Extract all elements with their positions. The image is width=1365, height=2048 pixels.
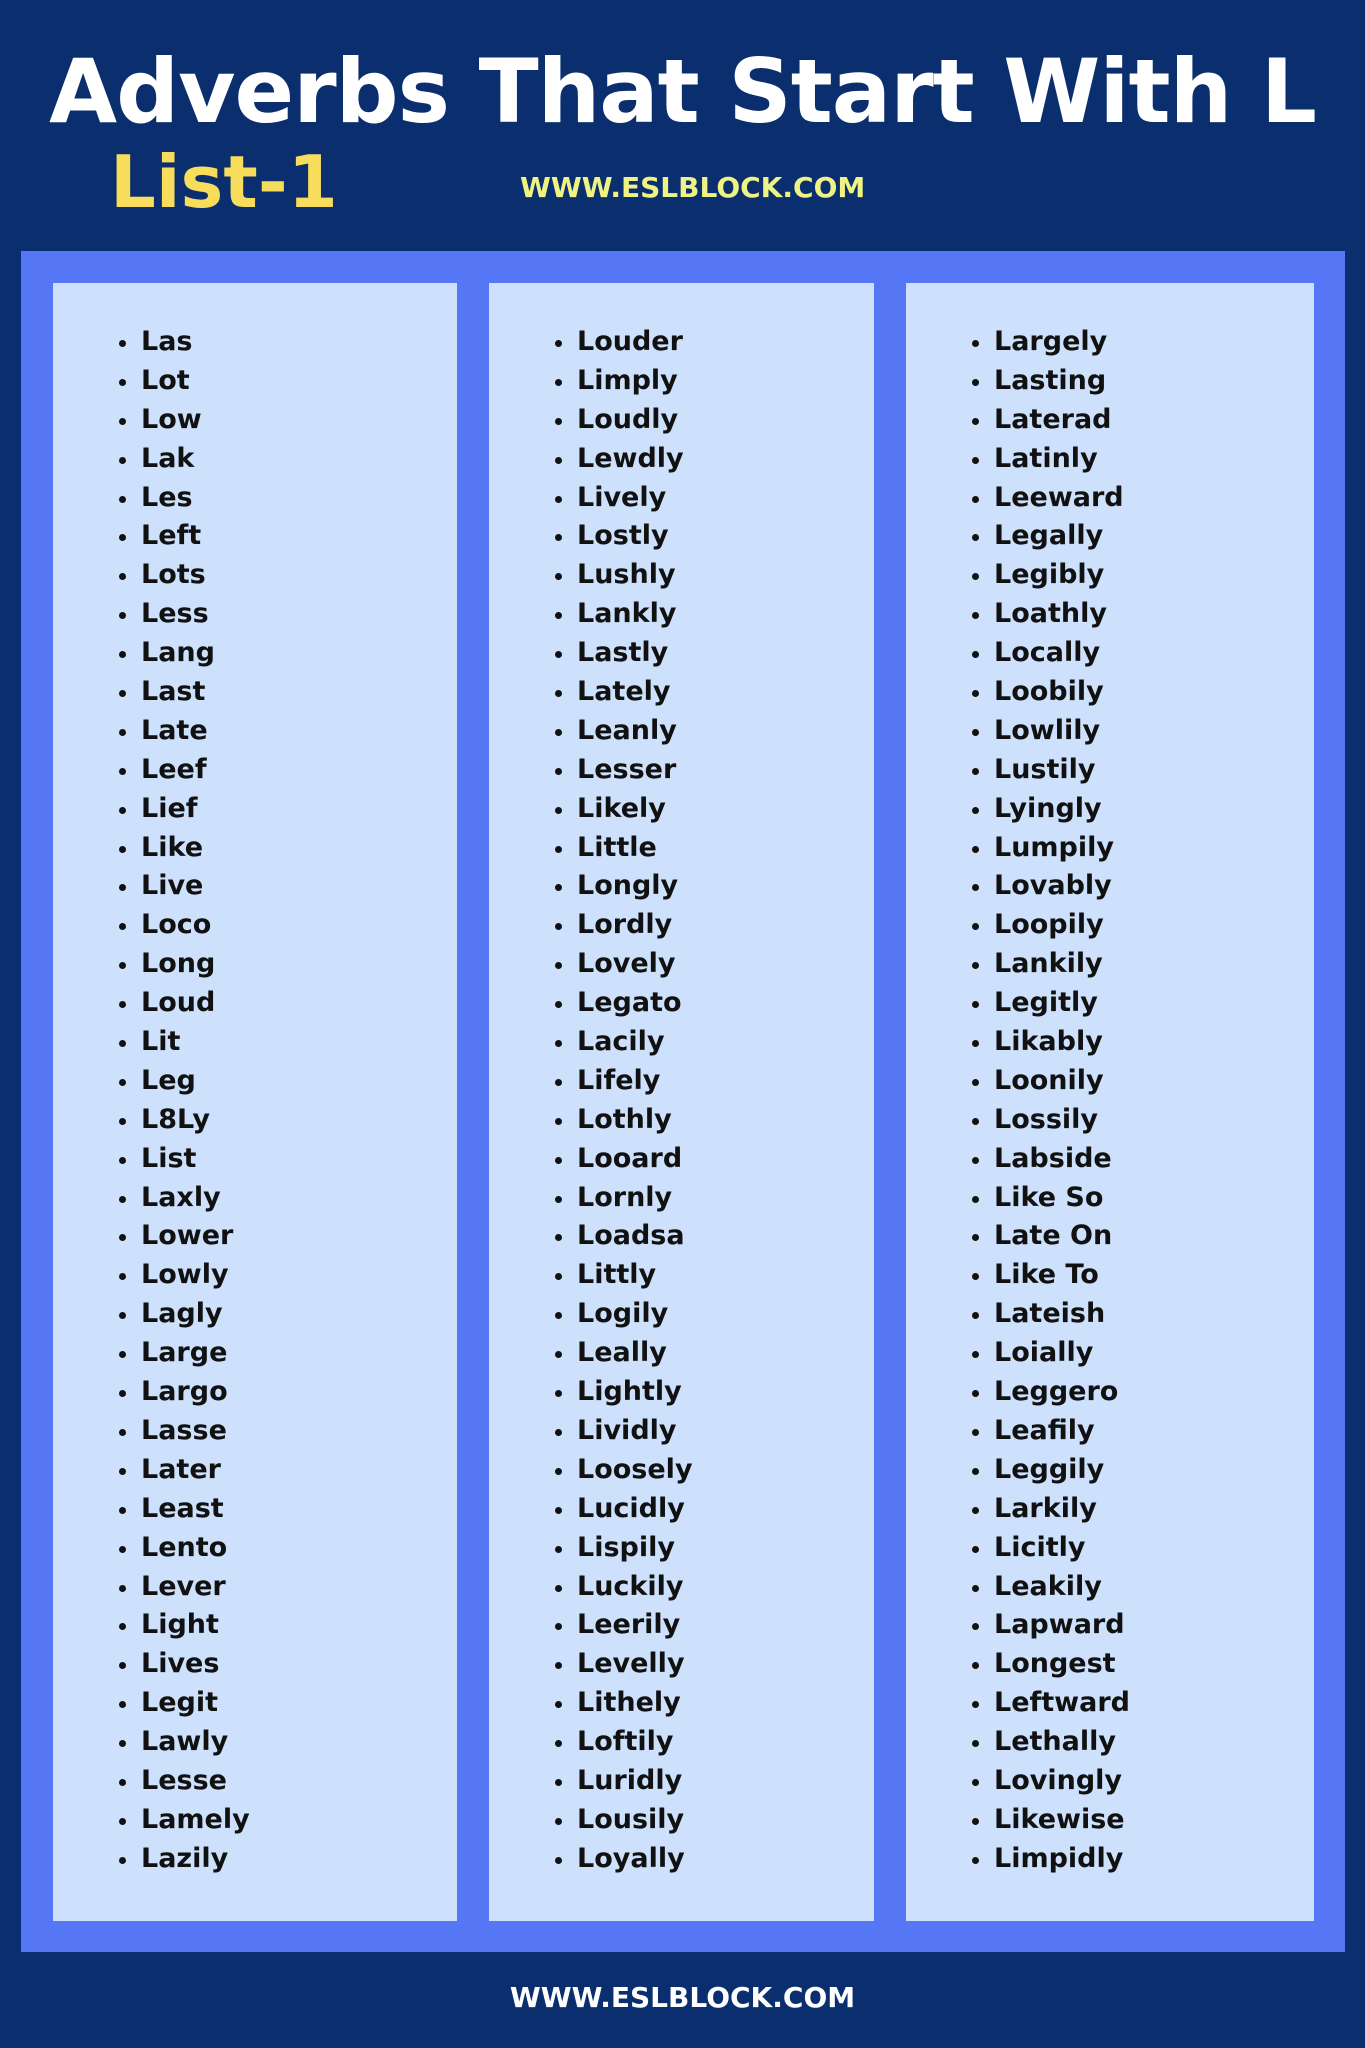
word-item: List <box>119 1140 250 1179</box>
word-item: Lucidly <box>555 1490 693 1529</box>
word-item: Loud <box>119 984 250 1023</box>
word-item: Lagly <box>119 1295 250 1334</box>
word-item: Leg <box>119 1062 250 1101</box>
word-item: Lothly <box>555 1101 693 1140</box>
word-item: Like <box>119 829 250 868</box>
word-item: Longly <box>555 867 693 906</box>
word-item: Leftward <box>972 1684 1130 1723</box>
word-item: Like So <box>972 1179 1130 1218</box>
word-item: Looard <box>555 1140 693 1179</box>
word-item: Lornly <box>555 1179 693 1218</box>
word-item: Louder <box>555 323 693 362</box>
list-label: List-1 <box>110 140 338 224</box>
word-item: Low <box>119 401 250 440</box>
word-item: Luridly <box>555 1762 693 1801</box>
word-column-2 <box>489 283 874 1921</box>
word-item: Leeward <box>972 479 1130 518</box>
word-item: Lordly <box>555 906 693 945</box>
word-item: Lustily <box>972 751 1130 790</box>
word-item: Left <box>119 517 250 556</box>
word-item: Lumpily <box>972 829 1130 868</box>
word-item: Lesse <box>119 1762 250 1801</box>
word-item: Lateish <box>972 1295 1130 1334</box>
word-item: Limply <box>555 362 693 401</box>
word-item: Lazily <box>119 1840 250 1879</box>
word-item: Lividly <box>555 1412 693 1451</box>
word-item: Lamely <box>119 1801 250 1840</box>
word-item: Lifely <box>555 1062 693 1101</box>
word-item: Laterad <box>972 401 1130 440</box>
word-item: Likewise <box>972 1801 1130 1840</box>
word-item: Loopily <box>972 906 1130 945</box>
word-list <box>972 323 1130 1879</box>
word-item: Legitly <box>972 984 1130 1023</box>
word-item: Laxly <box>119 1179 250 1218</box>
word-item: Leally <box>555 1334 693 1373</box>
word-item: Leanly <box>555 712 693 751</box>
word-item: Long <box>119 945 250 984</box>
website-url-bottom: WWW.ESLBLOCK.COM <box>509 1981 856 2014</box>
word-item: Legibly <box>972 556 1130 595</box>
word-item: Levelly <box>555 1645 693 1684</box>
word-item: Lostly <box>555 517 693 556</box>
word-item: Loonily <box>972 1062 1130 1101</box>
word-item: Leerily <box>555 1606 693 1645</box>
word-item: L8Ly <box>119 1101 250 1140</box>
word-item: Legit <box>119 1684 250 1723</box>
word-item: Lankily <box>972 945 1130 984</box>
word-item: Lang <box>119 634 250 673</box>
word-item: Late On <box>972 1217 1130 1256</box>
word-list <box>119 323 250 1879</box>
word-item: Large <box>119 1334 250 1373</box>
word-item: Leggero <box>972 1373 1130 1412</box>
page-title: Adverbs That Start With L <box>49 40 1316 143</box>
word-item: Les <box>119 479 250 518</box>
word-item: Lastly <box>555 634 693 673</box>
word-item: Loadsa <box>555 1217 693 1256</box>
word-item: Leef <box>119 751 250 790</box>
word-item: Lit <box>119 1023 250 1062</box>
word-item: Lankly <box>555 595 693 634</box>
word-item: Lowly <box>119 1256 250 1295</box>
word-item: Latinly <box>972 440 1130 479</box>
word-item: Las <box>119 323 250 362</box>
word-item: Licitly <box>972 1529 1130 1568</box>
word-column-3 <box>906 283 1314 1921</box>
word-item: Loobily <box>972 673 1130 712</box>
word-item: Loudly <box>555 401 693 440</box>
word-item: Lovably <box>972 867 1130 906</box>
word-item: Late <box>119 712 250 751</box>
word-item: Lithely <box>555 1684 693 1723</box>
word-item: Lively <box>555 479 693 518</box>
word-item: Lawly <box>119 1723 250 1762</box>
word-item: Loathly <box>972 595 1130 634</box>
word-item: Legally <box>972 517 1130 556</box>
word-item: Lives <box>119 1645 250 1684</box>
word-item: Loially <box>972 1334 1130 1373</box>
word-item: Larkily <box>972 1490 1130 1529</box>
word-item: Likably <box>972 1023 1130 1062</box>
word-item: Later <box>119 1451 250 1490</box>
word-item: Live <box>119 867 250 906</box>
word-item: Least <box>119 1490 250 1529</box>
word-item: Lethally <box>972 1723 1130 1762</box>
word-item: Labside <box>972 1140 1130 1179</box>
word-item: Lovely <box>555 945 693 984</box>
word-item: Lesser <box>555 751 693 790</box>
word-item: Lacily <box>555 1023 693 1062</box>
word-item: Locally <box>972 634 1130 673</box>
word-item: Loco <box>119 906 250 945</box>
word-item: Lispily <box>555 1529 693 1568</box>
word-item: Lyingly <box>972 790 1130 829</box>
word-item: Lak <box>119 440 250 479</box>
word-item: Last <box>119 673 250 712</box>
word-item: Lowlily <box>972 712 1130 751</box>
word-item: Leafily <box>972 1412 1130 1451</box>
word-item: Less <box>119 595 250 634</box>
word-item: Loyally <box>555 1840 693 1879</box>
word-item: Lovingly <box>972 1762 1130 1801</box>
word-item: Leggily <box>972 1451 1130 1490</box>
word-item: Loftily <box>555 1723 693 1762</box>
word-item: Lately <box>555 673 693 712</box>
website-url-top: WWW.ESLBLOCK.COM <box>520 171 866 204</box>
word-list <box>555 323 693 1879</box>
word-item: Lief <box>119 790 250 829</box>
word-item: Lousily <box>555 1801 693 1840</box>
word-item: Longest <box>972 1645 1130 1684</box>
word-item: Logily <box>555 1295 693 1334</box>
word-item: Lightly <box>555 1373 693 1412</box>
word-item: Lushly <box>555 556 693 595</box>
word-item: Legato <box>555 984 693 1023</box>
word-item: Lento <box>119 1529 250 1568</box>
word-item: Light <box>119 1606 250 1645</box>
word-item: Lot <box>119 362 250 401</box>
word-item: Lower <box>119 1217 250 1256</box>
word-item: Likely <box>555 790 693 829</box>
word-item: Lapward <box>972 1606 1130 1645</box>
word-item: Lots <box>119 556 250 595</box>
word-item: Lasse <box>119 1412 250 1451</box>
word-item: Lossily <box>972 1101 1130 1140</box>
word-item: Limpidly <box>972 1840 1130 1879</box>
word-item: Leakily <box>972 1568 1130 1607</box>
word-item: Lasting <box>972 362 1130 401</box>
word-item: Largely <box>972 323 1130 362</box>
word-item: Like To <box>972 1256 1130 1295</box>
word-item: Luckily <box>555 1568 693 1607</box>
word-item: Loosely <box>555 1451 693 1490</box>
word-item: Largo <box>119 1373 250 1412</box>
word-item: Littly <box>555 1256 693 1295</box>
word-item: Little <box>555 829 693 868</box>
word-item: Lever <box>119 1568 250 1607</box>
word-column-1 <box>53 283 457 1921</box>
word-item: Lewdly <box>555 440 693 479</box>
